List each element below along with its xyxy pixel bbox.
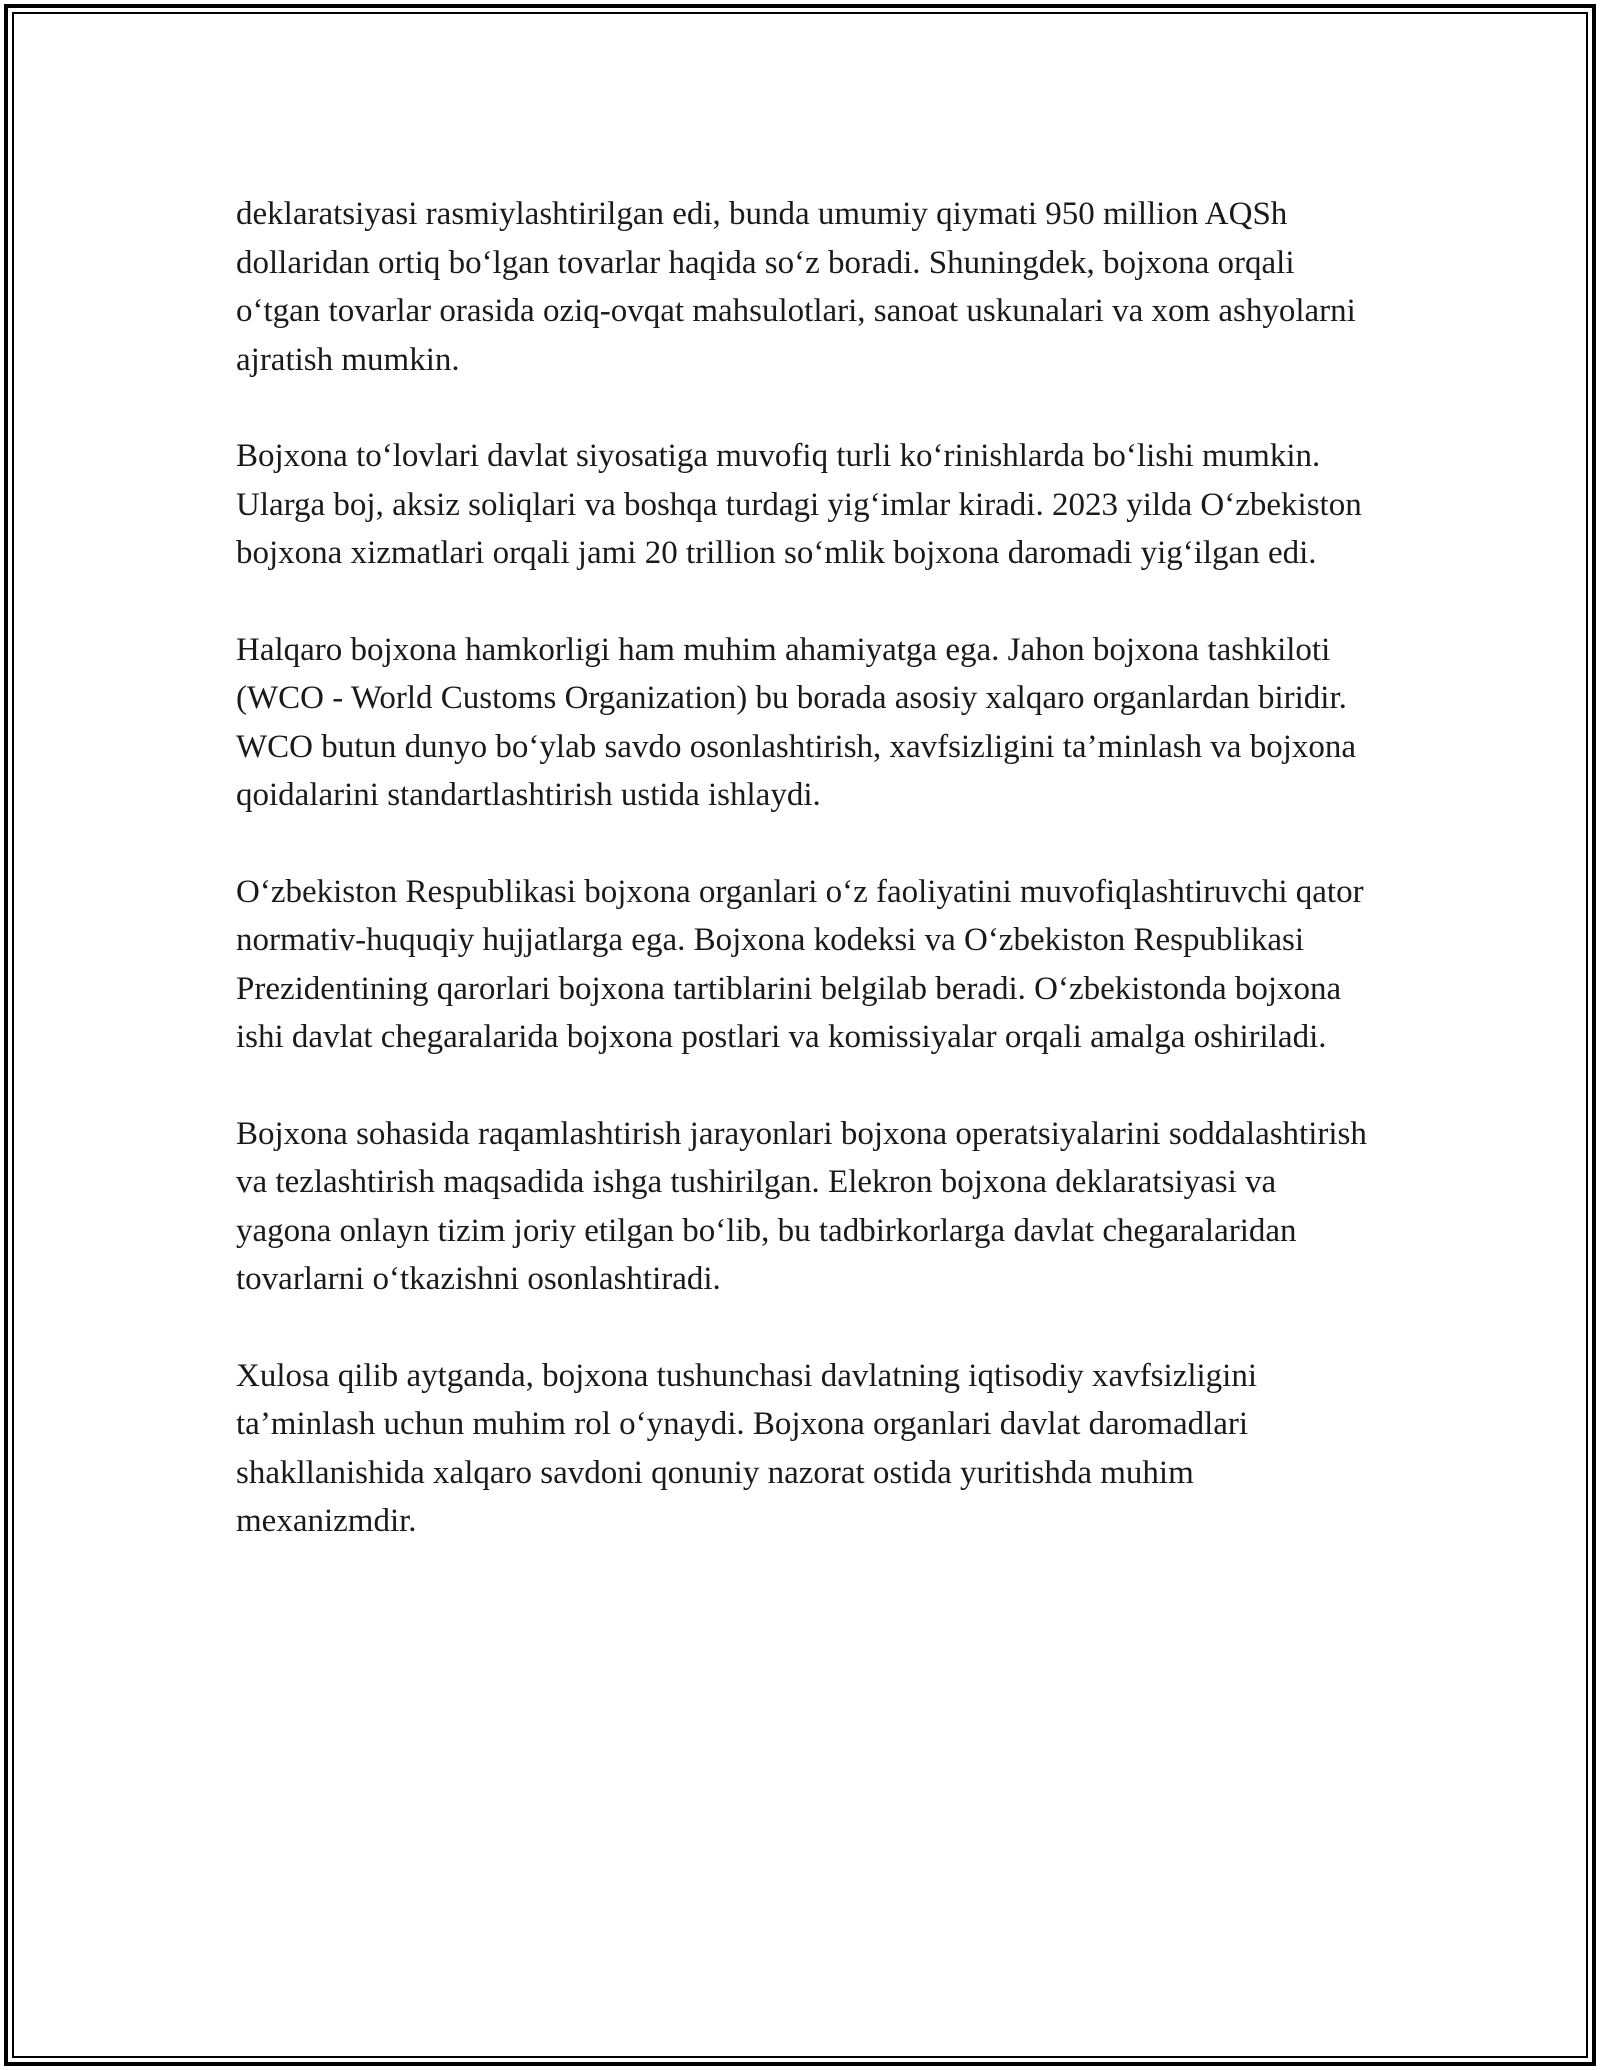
paragraph-conclusion: Xulosa qilib aytganda, bojxona tushunchasi davlatning iqtisodiy xavfsizligini ta’minlash uchun muhim rol o‘ynaydi. Bojxona organlari davlat daromadlari shakllanishida xalqaro savdoni qonuniy nazorat ostida yuritishda muhim mexanizmdir. [236, 1357, 1258, 1539]
paragraph-customs-declaration: deklaratsiyasi rasmiylashtirilgan edi, bunda umumiy qiymati 950 million AQSh dollaridan ortiq bo‘lgan tovarlar haqida so‘z boradi. Shuningdek, bojxona orqali o‘tgan tovarlar orasida oziq-ovqat mahsulotlari, sanoat uskunalari va xom ashyolarni ajratish mumkin. [236, 196, 1356, 378]
document-body [236, 190, 1376, 1594]
paragraph-legal-framework: O‘zbekiston Respublikasi bojxona organlari o‘z faoliyatini muvofiqlashtiruvchi qator normativ-huquqiy hujjatlarga ega. Bojxona kodeksi va O‘zbekiston Respublikasi Prezidentining qarorlari bojxona tartiblarini belgilab beradi. O‘zbekistonda bojxona ishi davlat chegaralarida bojxona postlari va komissiyalar orqali amalga oshiriladi. [236, 873, 1364, 1055]
paragraph-digitalization: Bojxona sohasida raqamlashtirish jarayonlari bojxona operatsiyalarini soddalashtirish va tezlashtirish maqsadida ishga tushirilgan. Elekron bojxona deklaratsiyasi va yagona onlayn tizim joriy etilgan bo‘lib, bu tadbirkorlarga davlat chegaralaridan tovarlarni o‘tkazishni osonlashtiradi. [236, 1115, 1367, 1297]
paragraph-international-cooperation: Halqaro bojxona hamkorligi ham muhim ahamiyatga ega. Jahon bojxona tashkiloti (WCO - World Customs Organization) bu borada asosiy xalqaro organlardan biridir. WCO butun dunyo bo‘ylab savdo osonlashtirish, xavfsizligini ta’minlash va bojxona qoidalarini standartlashtirish ustida ishlaydi. [236, 631, 1357, 813]
paragraph-customs-payments: Bojxona to‘lovlari davlat siyosatiga muvofiq turli ko‘rinishlarda bo‘lishi mumkin. Ularga boj, aksiz soliqlari va boshqa turdagi yig‘imlar kiradi. 2023 yilda O‘zbekiston bojxona xizmatlari orqali jami 20 trillion so‘mlik bojxona daromadi yig‘ilgan edi. [236, 438, 1362, 571]
